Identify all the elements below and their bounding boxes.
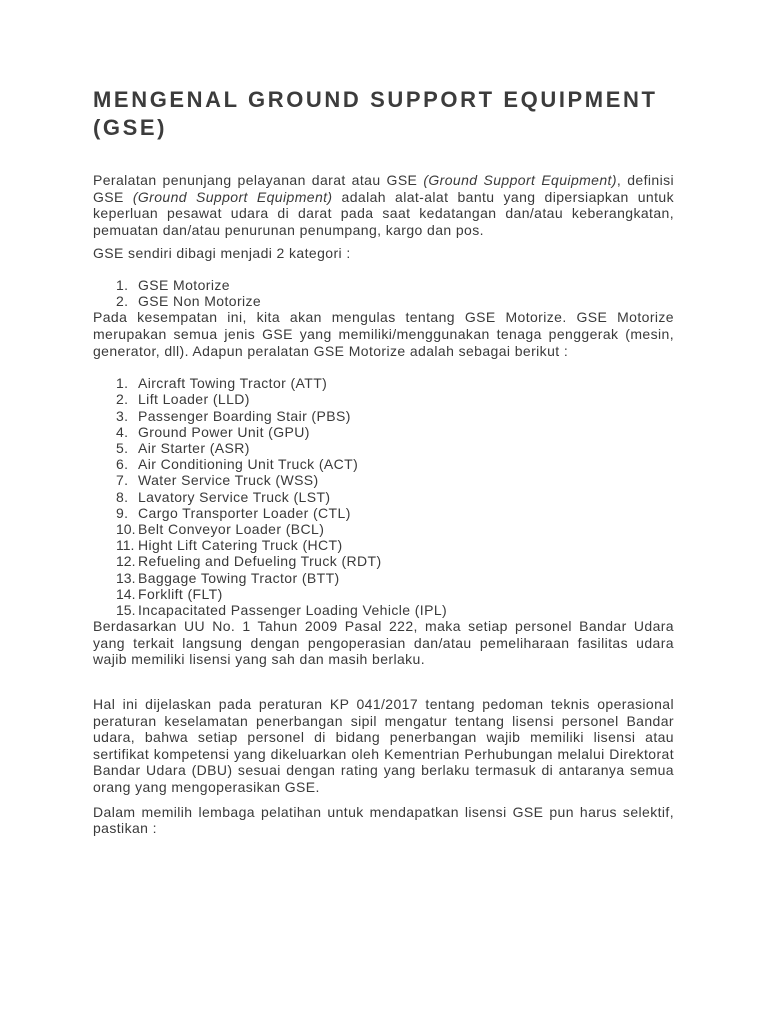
list-item-label: Ground Power Unit (GPU) — [138, 423, 310, 440]
motorize-paragraph: Pada kesempatan ini, kita akan mengulas tentang GSE Motorize. GSE Motorize merupakan semua jenis GSE yang memiliki/menggunakan tenaga penggerak (mesin, generator, dll). Adapun peralatan GSE Motorize adalah sebagai berikut : — [93, 309, 674, 359]
list-item — [93, 277, 674, 293]
page-title: MENGENAL GROUND SUPPORT EQUIPMENT (GSE) — [93, 87, 658, 140]
list-item-number: 15. — [116, 602, 136, 618]
list-item — [93, 537, 674, 553]
list-item-number: 5. — [116, 439, 129, 456]
training-paragraph: Dalam memilih lembaga pelatihan untuk mendapatkan lisensi GSE pun harus selektif, pastikan : — [93, 803, 674, 837]
list-item — [93, 553, 674, 569]
list-item-label: Refueling and Defueling Truck (RDT) — [138, 553, 382, 570]
intro-text-2: , definisi GSE — [93, 172, 674, 205]
list-item-number: 2. — [116, 391, 129, 408]
list-item-number: 7. — [116, 472, 129, 489]
list-item-number: 10. — [116, 520, 136, 537]
list-item-number: 11. — [116, 537, 135, 554]
list-item-number: 1. — [116, 276, 129, 293]
list-item-label: Lavatory Service Truck (LST) — [138, 488, 331, 505]
list-item-label: Cargo Transporter Loader (CTL) — [138, 504, 351, 521]
list-item-number: 1. — [116, 375, 129, 392]
list-item — [93, 570, 674, 586]
categories-list — [93, 277, 674, 309]
equipment-list — [93, 375, 674, 618]
list-item-number: 13. — [116, 569, 136, 586]
intro-paragraph — [93, 172, 674, 238]
list-item — [93, 440, 674, 456]
list-item — [93, 408, 674, 424]
list-item-label: GSE Motorize — [138, 276, 230, 293]
list-item — [93, 505, 674, 521]
list-item-label: Hight Lift Catering Truck (HCT) — [138, 537, 343, 554]
list-item-label: Belt Conveyor Loader (BCL) — [138, 520, 325, 537]
list-item-label: Incapacitated Passenger Loading Vehicle (IPL) — [138, 602, 448, 618]
list-item — [93, 456, 674, 472]
list-item-label: Lift Loader (LLD) — [138, 391, 250, 408]
intro-emphasis-2: (Ground Support Equipment) — [132, 188, 333, 205]
list-item-number: 4. — [116, 423, 129, 440]
list-item — [93, 489, 674, 505]
list-item — [93, 586, 674, 602]
list-item-number: 12. — [116, 553, 136, 570]
list-item-label: Passenger Boarding Stair (PBS) — [138, 407, 351, 424]
intro-emphasis-1: (Ground Support Equipment) — [423, 172, 617, 188]
list-item-number: 14. — [116, 585, 136, 602]
list-item-label: Baggage Towing Tractor (BTT) — [138, 569, 340, 586]
list-item-label: Air Starter (ASR) — [138, 439, 250, 456]
list-item-label: Water Service Truck (WSS) — [138, 472, 319, 489]
list-item-number: 2. — [116, 293, 129, 310]
list-item — [93, 375, 674, 391]
list-item — [93, 293, 674, 309]
list-item — [93, 521, 674, 537]
list-item-label: Forklift (FLT) — [138, 585, 223, 602]
categories-intro: GSE sendiri dibagi menjadi 2 kategori : — [93, 245, 351, 262]
list-item-number: 6. — [116, 456, 129, 473]
list-item-label: GSE Non Motorize — [138, 293, 262, 310]
intro-text-3: adalah alat-alat bantu yang dipersiapkan untuk keperluan pesawat udara di darat pada saat kedatangan dan/atau keberangkatan, pemuatan dan/atau penurunan penumpang, kargo dan pos. — [93, 188, 674, 238]
list-item-number: 9. — [116, 504, 129, 521]
list-item — [93, 424, 674, 440]
list-item-number: 8. — [116, 488, 129, 505]
list-item-label: Air Conditioning Unit Truck (ACT) — [138, 456, 359, 473]
list-item — [93, 472, 674, 488]
law-paragraph: Berdasarkan UU No. 1 Tahun 2009 Pasal 222, maka setiap personel Bandar Udara yang terkait langsung dengan pengoperasian dan/atau pemeliharaan fasilitas udara wajib memiliki lisensi yang sah dan masih berlaku. — [93, 618, 674, 668]
intro-text-1: Peralatan penunjang pelayanan darat atau GSE — [93, 172, 424, 188]
list-item-number: 3. — [116, 407, 129, 424]
list-item — [93, 602, 674, 618]
list-item — [93, 391, 674, 407]
kp-regulation-paragraph: Hal ini dijelaskan pada peraturan KP 041/2017 tentang pedoman teknis operasional peraturan keselamatan penerbangan sipil mengatur tentang lisensi personel Bandar udara, bahwa setiap personel di bidang penerbangan wajib memiliki lisensi atau sertifikat kompetensi yang dikeluarkan oleh Kementrian Perhubungan melalui Direktorat Bandar Udara (DBU) sesuai dengan rating yang berlaku termasuk di antaranya semua orang yang mengoperasikan GSE. — [93, 695, 674, 795]
list-item-label: Aircraft Towing Tractor (ATT) — [138, 375, 328, 392]
